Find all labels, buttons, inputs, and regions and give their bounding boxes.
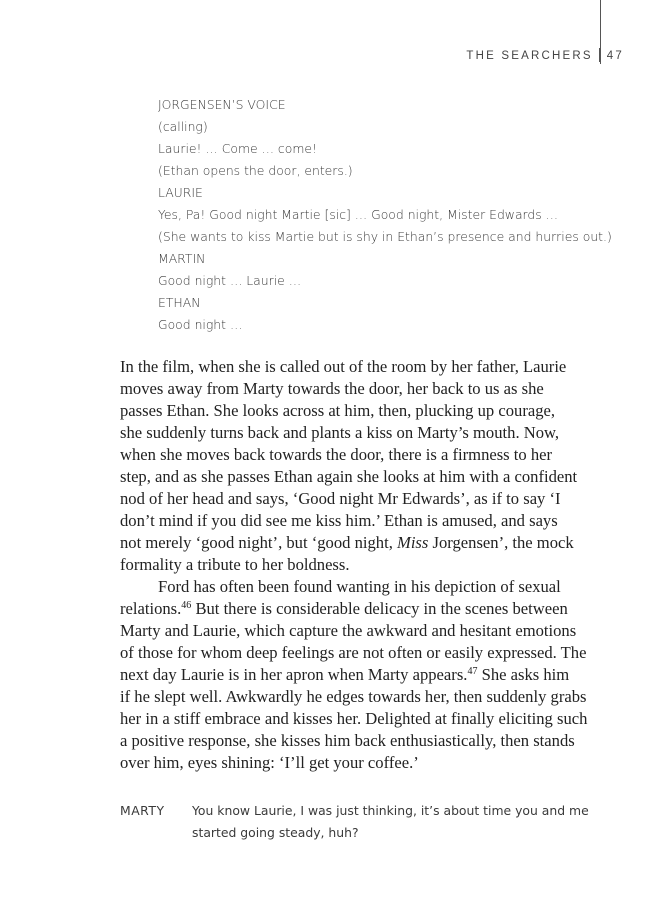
footnote-ref[interactable]: 47 xyxy=(467,666,478,677)
script-line: ETHAN xyxy=(158,295,201,310)
script-line: Laurie! … Come … come! xyxy=(158,141,317,156)
page-number: 47 xyxy=(606,50,624,62)
paragraph-line: step, and as she passes Ethan again she looks at him with a confident xyxy=(120,467,578,486)
paragraph-line: formality a tribute to her boldness. xyxy=(120,555,350,574)
paragraph-line xyxy=(120,532,606,554)
paragraph-line: when she moves back towards the door, there is a firmness to her xyxy=(120,445,553,464)
body-text xyxy=(120,356,606,774)
paragraph-line: Ford has often been found wanting in his depiction of sexual xyxy=(158,577,561,596)
footnote-ref[interactable]: 46 xyxy=(181,600,192,611)
script-line: MARTIN xyxy=(158,251,206,266)
dialogue-lines xyxy=(192,800,589,844)
script-line: (calling) xyxy=(158,119,208,134)
paragraph-line: if he slept well. Awkwardly he edges towards her, then suddenly grabs xyxy=(120,687,587,706)
paragraph-line: Marty and Laurie, which capture the awkward and hesitant emotions xyxy=(120,621,577,640)
paragraph-line: of those for whom deep feelings are not often or easily expressed. The xyxy=(120,643,587,662)
script-line: Good night … xyxy=(158,317,243,332)
script-line: (She wants to kiss Martie but is shy in Ethan’s presence and hurries out.) xyxy=(158,229,612,244)
script-line: (Ethan opens the door, enters.) xyxy=(158,163,353,178)
paragraph-line xyxy=(120,664,606,686)
speaker-name: MARTY xyxy=(120,803,165,818)
paragraph-line: nod of her head and says, ‘Good night Mr Edwards’, as if to say ‘I xyxy=(120,489,561,508)
text-run: She asks him xyxy=(477,665,570,684)
paragraph-line: over him, eyes shining: ‘I’ll get your coffee.’ xyxy=(120,753,419,772)
text-run: not merely ‘good night’, but ‘good night, xyxy=(120,533,397,552)
text-run: next day Laurie is in her apron when Marty appears. xyxy=(120,665,468,684)
paragraph-line: moves away from Marty towards the door, her back to us as she xyxy=(120,379,544,398)
paragraph-line: In the film, when she is called out of the room by her father, Laurie xyxy=(120,357,567,376)
text-run: relations. xyxy=(120,599,182,618)
italic-text: Miss xyxy=(397,533,429,552)
paragraph-line: she suddenly turns back and plants a kiss on Marty’s mouth. Now, xyxy=(120,423,560,442)
paragraph-line: passes Ethan. She looks across at him, then, plucking up courage, xyxy=(120,401,556,420)
script-line: Good night … Laurie … xyxy=(158,273,302,288)
dialogue-line: You know Laurie, I was just thinking, it’s about time you and me xyxy=(192,803,589,818)
header-separator xyxy=(599,48,600,62)
script-line: Yes, Pa! Good night Martie [sic] … Good night, Mister Edwards … xyxy=(158,207,559,222)
paragraph-line: don’t mind if you did see me kiss him.’ Ethan is amused, and says xyxy=(120,511,558,530)
running-title: THE SEARCHERS xyxy=(466,50,593,62)
paragraph-line: a positive response, she kisses him back enthusiastically, then stands xyxy=(120,731,575,750)
text-run: But there is considerable delicacy in the scenes between xyxy=(191,599,568,618)
text-run: Jorgensen’, the mock xyxy=(428,533,574,552)
script-line: JORGENSEN’S VOICE xyxy=(158,97,286,112)
script-line: LAURIE xyxy=(158,185,203,200)
dialogue-line: started going steady, huh? xyxy=(192,825,359,840)
screenplay-excerpt xyxy=(158,94,618,336)
paragraph-line xyxy=(120,598,606,620)
paragraph-line: her in a stiff embrace and kisses her. Delighted at finally eliciting such xyxy=(120,709,588,728)
running-header xyxy=(466,48,624,62)
